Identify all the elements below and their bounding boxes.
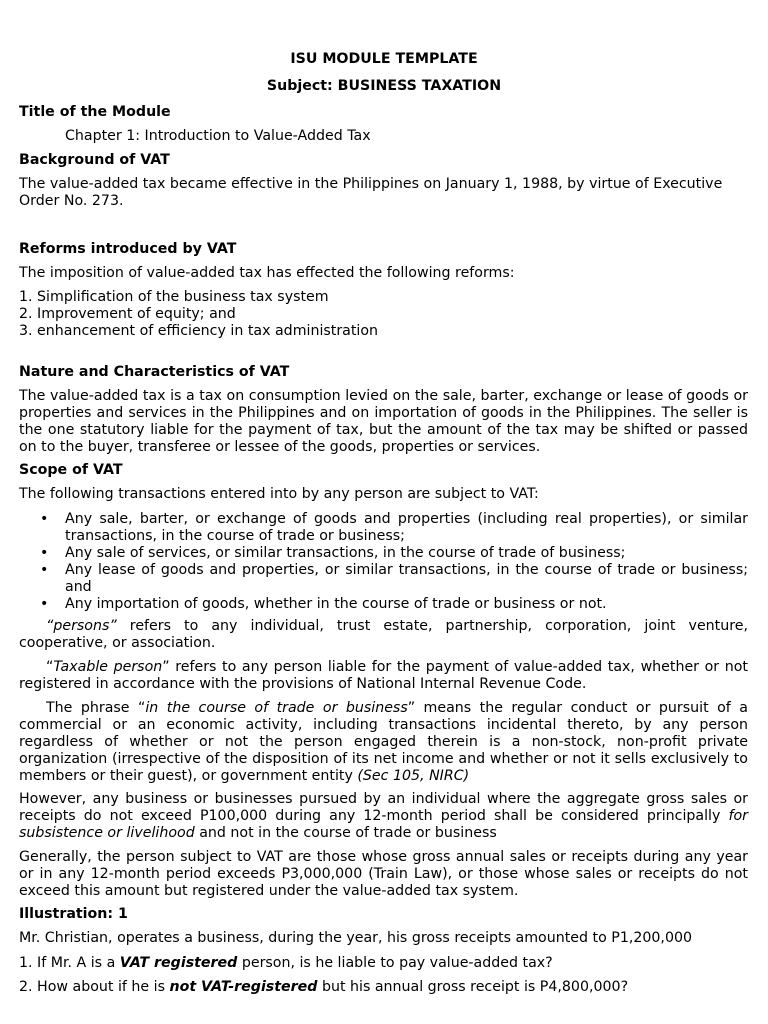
- persons-def-text: refers to any individual, trust estate, partnership, corporation, joint venture, cooperative, or association.: [19, 618, 748, 651]
- illustration-question-1: [19, 955, 748, 972]
- generally-paragraph: Generally, the person subject to VAT are those whose gross annual sales or receipts during any year or in any 12-month period exceeds P3,000,000 (Train Law), or those whose sales or receipts do not exceed this amount but registered under the value-added tax system.: [19, 849, 748, 899]
- open-quote: “: [46, 659, 54, 675]
- phrase-term: in the course of trade or business: [145, 700, 408, 716]
- q1-term: VAT registered: [119, 955, 238, 971]
- illustration-text: Mr. Christian, operates a business, during the year, his gross receipts amounted to P1,200,000: [19, 930, 693, 946]
- phrase-citation: (Sec 105, NIRC): [357, 768, 470, 784]
- phrase-prefix: The phrase “: [46, 700, 146, 716]
- taxable-person-term: Taxable person: [53, 659, 163, 675]
- scope-intro: The following transactions entered into by any person are subject to VAT:: [19, 486, 539, 502]
- subject-title: Subject: BUSINESS TAXATION: [266, 78, 502, 94]
- reforms-intro: The imposition of value-added tax has effected the following reforms:: [19, 265, 515, 281]
- persons-definition: [19, 618, 748, 652]
- however-paragraph: [19, 791, 748, 842]
- q2-term: not VAT-registered: [169, 979, 318, 995]
- list-item: • Any sale, barter, or exchange of goods and properties (including real properties), or similar transactions, in the course of trade or business;: [19, 511, 748, 545]
- template-title: ISU MODULE TEMPLATE: [290, 51, 478, 67]
- list-item: • Any sale of services, or similar transactions, in the course of trade of business;: [19, 545, 748, 562]
- however-term: for subsistence or livelihood: [19, 808, 748, 841]
- taxable-person-def-text: ” refers to any person liable for the payment of value-added tax, whether or not registered in accordance with the provisions of National Internal Revenue Code.: [19, 659, 748, 692]
- q2-suffix: but his annual gross receipt is P4,800,000?: [317, 979, 629, 995]
- list-item: 1. Simplification of the business tax system: [19, 289, 329, 305]
- persons-term: “persons”: [46, 618, 117, 634]
- q1-prefix: 1. If Mr. A is a: [19, 955, 120, 971]
- nature-heading: Nature and Characteristics of VAT: [19, 364, 290, 380]
- module-title-heading: Title of the Module: [19, 104, 171, 120]
- scope-heading: Scope of VAT: [19, 462, 123, 478]
- illustration-question-2: [19, 979, 748, 996]
- however-prefix: However, any business or businesses pursued by an individual where the aggregate gross sales or receipts do not exceed P100,000 during any 12-month period shall be considered principally: [19, 791, 748, 824]
- list-item: 2. Improvement of equity; and: [19, 306, 236, 322]
- taxable-person-definition: [19, 659, 748, 693]
- chapter-title: Chapter 1: Introduction to Value-Added Tax: [65, 128, 371, 144]
- background-text: The value-added tax became effective in the Philippines on January 1, 1988, by virtue of Executive Order No. 273.: [19, 176, 723, 209]
- nature-text: The value-added tax is a tax on consumption levied on the sale, barter, exchange or lease of goods or properties and services in the Philippines and on importation of goods in the Philippines. The seller is the one statutory liable for the payment of tax, but the amount of the tax may be shifted or passed on to the buyer, transferee or lessee of the goods, properties or services.: [19, 388, 748, 455]
- phrase-def-text: ” means the regular conduct or pursuit of a commercial or an economic activity, including transactions incidental thereto, by any person regardless of whether or not the person engaged therein is a non-stock, non-profit private organization (irrespective of the disposition of its net income and whether or not it sells exclusively to members or their guest), or government entity: [19, 700, 748, 784]
- scope-bullet-list: [19, 511, 748, 613]
- reforms-list: [19, 289, 748, 340]
- trade-business-definition: [19, 700, 748, 785]
- however-suffix: and not in the course of trade or business: [194, 825, 497, 841]
- list-item: • Any lease of goods and properties, or similar transactions, in the course of trade or business; and: [19, 562, 748, 596]
- list-item: • Any importation of goods, whether in the course of trade or business or not.: [19, 596, 748, 613]
- list-item: 3. enhancement of efficiency in tax administration: [19, 323, 379, 339]
- reforms-heading: Reforms introduced by VAT: [19, 241, 237, 257]
- background-heading: Background of VAT: [19, 152, 170, 168]
- q2-prefix: 2. How about if he is: [19, 979, 170, 995]
- q1-suffix: person, is he liable to pay value-added tax?: [237, 955, 553, 971]
- illustration-heading: Illustration: 1: [19, 906, 128, 922]
